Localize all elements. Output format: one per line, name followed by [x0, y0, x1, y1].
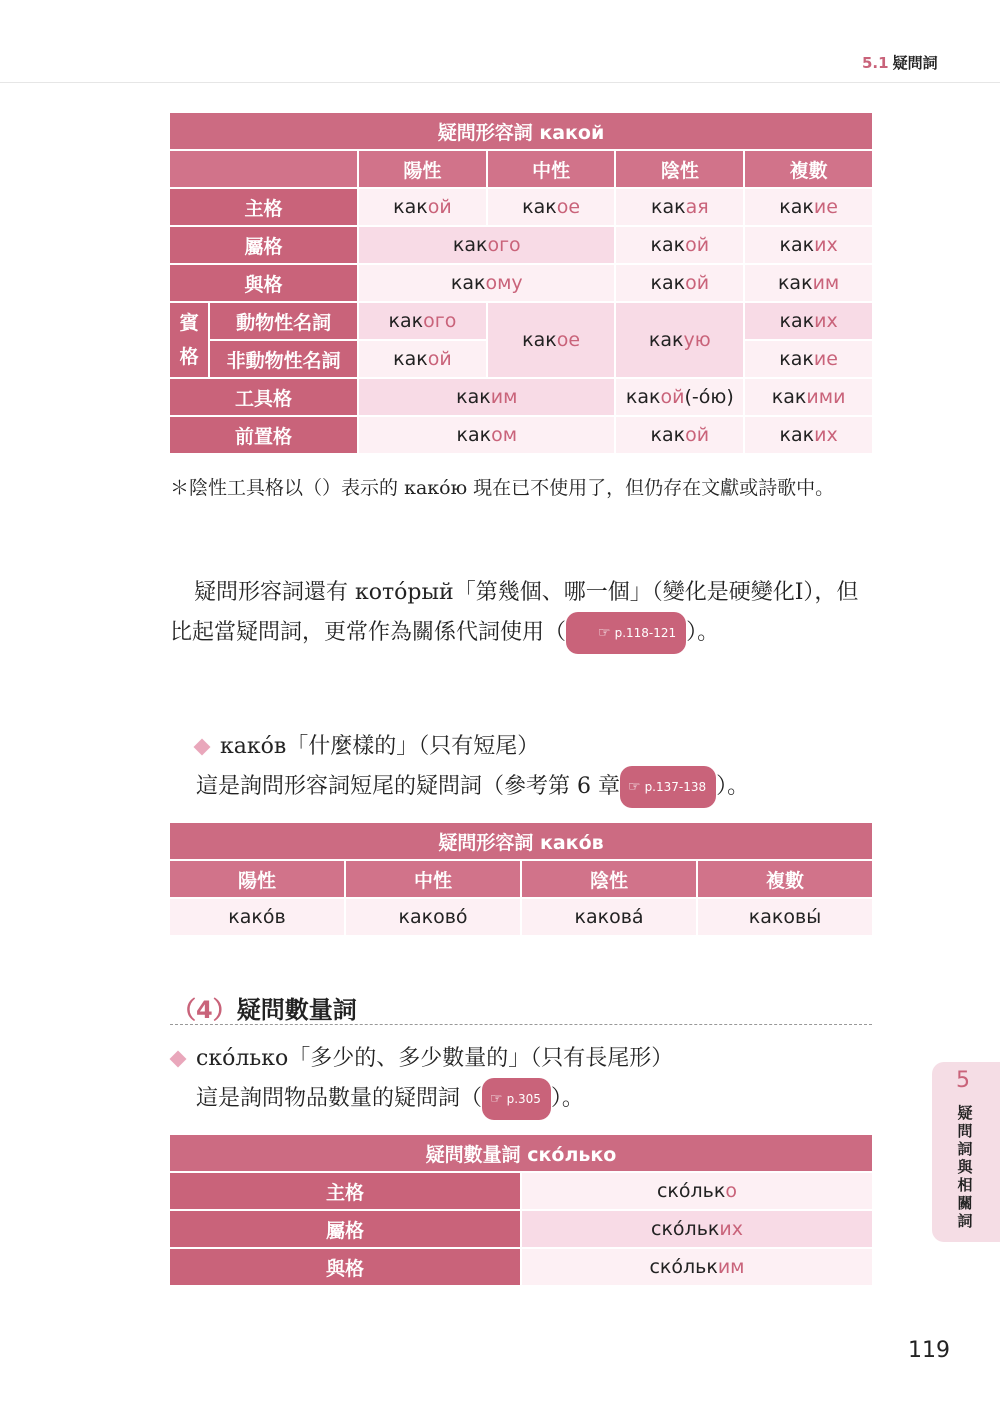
cell-nom-n: какое: [488, 189, 615, 225]
cell-short-f: каковá: [522, 899, 696, 935]
sub-label-animate: 動物性名詞: [210, 303, 357, 339]
row-label-nominative: 主格: [170, 189, 357, 225]
cell-skolko-nom: скóлько: [522, 1173, 872, 1209]
cell-acc-pl-inanim: какие: [745, 341, 872, 377]
cell-dat-mn: какому: [359, 265, 614, 301]
col-header-plural: 複數: [745, 151, 872, 187]
table-title: 疑問數量詞 скóлько: [170, 1135, 872, 1171]
page-number: 119: [908, 1338, 950, 1363]
pointing-hand-icon: ☞: [598, 625, 611, 641]
cell-skolko-dat: скóльким: [522, 1249, 872, 1285]
col-header-plural: 複數: [698, 861, 872, 897]
cell-prep-pl: каких: [745, 417, 872, 453]
diamond-bullet-icon: [170, 1051, 187, 1068]
col-header-neuter: 中性: [488, 151, 615, 187]
chapter-side-tab[interactable]: [932, 1062, 1000, 1242]
cell-dat-f: какой: [616, 265, 743, 301]
cell-gen-pl: каких: [745, 227, 872, 263]
cell-dat-pl: каким: [745, 265, 872, 301]
row-label-accusative: 賓格: [170, 303, 208, 377]
section-title: 疑問詞: [892, 54, 938, 72]
col-header-feminine: 陰性: [616, 151, 743, 187]
row-label-genitive: 屬格: [170, 227, 357, 263]
cell-ins-f: какой(-óю): [616, 379, 743, 415]
cell-short-m: какóв: [170, 899, 344, 935]
cell-skolko-gen: скóльких: [522, 1211, 872, 1247]
kotoryi-word: котóрый: [355, 580, 454, 605]
cell-short-n: каковó: [346, 899, 520, 935]
row-label-instrumental: 工具格: [170, 379, 357, 415]
cell-acc-f: какую: [616, 303, 743, 377]
row-label-prepositional: 前置格: [170, 417, 357, 453]
cell-acc-n: какое: [488, 303, 615, 377]
skolko-word: скóлько: [196, 1046, 289, 1071]
footnote-word: какóю: [404, 477, 468, 499]
row-label-dative: 與格: [170, 1249, 520, 1285]
cell-ins-pl: какими: [745, 379, 872, 415]
skolko-heading: скóлько「多少的、多少數量的」（只有長尾形）: [172, 1040, 872, 1078]
skolko-description: 這是詢問物品數量的疑問詞（ ☞ p.305 ）。: [196, 1078, 876, 1120]
kakov-description: 這是詢問形容詞短尾的疑問詞（參考第 6 章 ☞ p.137-138 ）。: [196, 766, 876, 808]
kakoi-declension-table: [168, 111, 874, 455]
row-label-genitive: 屬格: [170, 1211, 520, 1247]
kakov-table: [168, 821, 874, 937]
cell-acc-pl-anim: каких: [745, 303, 872, 339]
table-title: 疑問形容詞 какой: [170, 113, 872, 149]
kakov-word: какóв: [220, 734, 287, 759]
cell-short-pl: каковы́: [698, 899, 872, 935]
sub-label-inanimate: 非動物性名詞: [210, 341, 357, 377]
section-number: 5.1: [862, 54, 889, 72]
kakov-heading: какóв「什麼樣的」（只有短尾）: [196, 728, 876, 766]
col-header-masculine: 陽性: [170, 861, 344, 897]
header-divider: [0, 82, 1000, 83]
chapter-number: 5: [956, 1068, 970, 1093]
pointing-hand-icon: ☞: [490, 1091, 503, 1107]
cell-nom-pl: какие: [745, 189, 872, 225]
section-heading: （4）疑問數量詞: [172, 996, 357, 1024]
cell-acc-m-inanim: какой: [359, 341, 486, 377]
table-footnote: ＊陰性工具格以（）表示的 какóю 現在已不使用了，但仍存在文獻或詩歌中。: [170, 477, 835, 499]
cell-ins-mn: каким: [359, 379, 614, 415]
cell-gen-mn: какого: [359, 227, 614, 263]
page-reference-badge[interactable]: ☞ p.305: [482, 1078, 551, 1120]
chapter-title: 疑問詞與相關詞: [957, 1104, 973, 1230]
skolko-table: [168, 1133, 874, 1287]
kotoryi-paragraph: 疑問形容詞還有 котóрый「第幾個、哪一個」（變化是硬變化I），但比起當疑問詞，更常作為關係代詞使用（ ☞ p.118-121 ）。: [170, 574, 875, 654]
diamond-bullet-icon: [194, 739, 211, 756]
col-header-masculine: 陽性: [359, 151, 486, 187]
row-label-dative: 與格: [170, 265, 357, 301]
corner-cell: [170, 151, 357, 187]
row-label-nominative: 主格: [170, 1173, 520, 1209]
cell-prep-f: какой: [616, 417, 743, 453]
section-divider: [170, 1024, 872, 1025]
page-reference-badge[interactable]: ☞ p.118-121: [566, 612, 686, 654]
running-header: [862, 52, 938, 73]
cell-nom-m: какой: [359, 189, 486, 225]
page-reference-badge[interactable]: ☞ p.137-138: [620, 766, 716, 808]
table-title: 疑問形容詞 какóв: [170, 823, 872, 859]
cell-prep-mn: каком: [359, 417, 614, 453]
cell-nom-f: какая: [616, 189, 743, 225]
cell-acc-m-anim: какого: [359, 303, 486, 339]
pointing-hand-icon: ☞: [628, 779, 641, 795]
cell-gen-f: какой: [616, 227, 743, 263]
col-header-feminine: 陰性: [522, 861, 696, 897]
col-header-neuter: 中性: [346, 861, 520, 897]
